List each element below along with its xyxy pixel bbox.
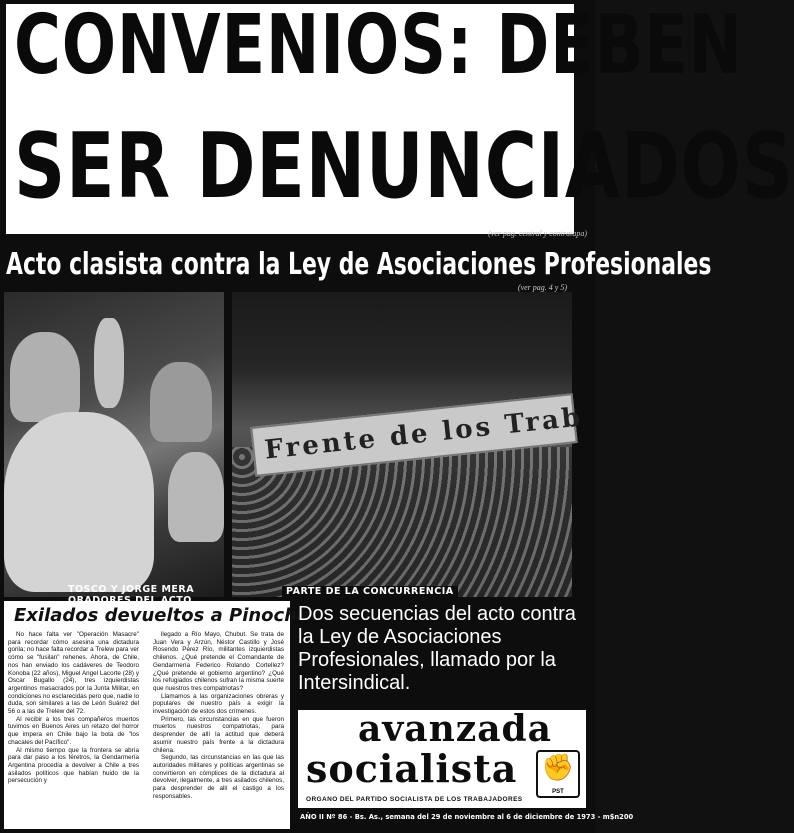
crowd-photo-caption: PARTE DE LA CONCURRENCIA — [282, 586, 458, 597]
paragraph: Llamamos a las organizaciones obreras y populares de nuestro país a exigir la investigación de estos dos crímenes. — [153, 692, 284, 716]
speaker-figure — [10, 332, 80, 422]
party-logo-text: PST — [552, 789, 564, 795]
caption-line-1: TOSCO Y JORGE MERA — [68, 584, 195, 595]
photo-blurb: Dos secuencias del acto contra la Ley de Asociaciones Profesionales, llamado por la Intersindical. — [298, 603, 576, 694]
article-title: Exilados devueltos a Pinochet — [14, 605, 318, 626]
second-speaker-figure — [150, 362, 212, 442]
paragraph: Al mismo tiempo que la frontera se abría para dar paso a los féretros, la Gendarmería Argentina procedía a devolver a Chile a tres asilados políticos que habían huido de la persecución y — [8, 746, 139, 785]
masthead-name-line-2: socialista — [306, 746, 518, 791]
subheadline-page-reference: (ver pag. 4 y 5) — [517, 283, 567, 292]
crowd-photo — [232, 292, 585, 597]
paragraph: No hace falta ver "Operación Masacre" para recordar cómo asesina una dictadura gorila; no hace falta recordar a Trelew para ver cómo se "fusilan" rehenes. Ahora, de Chile, nos han enviado los cadáveres de Teodoro Konoba (22 años), Miguel Angel Lacorte (28) y Oscar Bugallo (24), tres izquierdistas argentinos masacrados por la Junta Militar, en condiciones no esclarecidas pero que, nadie lo duda, son similares a las de León Suárez del 56 o a las de Trelew del 72. — [8, 631, 139, 716]
masthead — [298, 710, 586, 808]
article-exilados — [4, 601, 318, 829]
subheadline: Acto clasista contra la Ley de Asociaciones Profesionales — [6, 247, 712, 282]
woman-figure — [168, 452, 224, 542]
headline-page-reference: (ver pag. central y contratapa) — [488, 229, 587, 238]
party-logo — [536, 750, 580, 798]
speakers-photo — [4, 292, 224, 597]
banner-text: Frente de los Trab — [263, 402, 585, 466]
raised-fist-icon: ✊ — [541, 752, 575, 782]
masthead-name-line-1: avanzada — [358, 708, 553, 750]
article-column-1 — [8, 631, 139, 785]
speaker-shirt — [4, 412, 154, 592]
paragraph: Al recibir a los tres compañeros muertos tuvimos en Buenos Aires un retazo del horror que impera en Chile bajo la bota de "los chacales del Pacífico". — [8, 715, 139, 746]
paragraph: Primero, las circunstancias en que fueron muertos nuestros compatriotas, para desprender de allí la actitud que deberá asumir nuestro país frente a la dictadura chilena. — [153, 715, 284, 754]
article-column-2 — [153, 631, 284, 800]
raised-arm — [94, 318, 124, 408]
headline-line-1: CONVENIOS: DEBEN — [14, 0, 743, 93]
headline-line-2: SER DENUNCIADOS — [14, 114, 794, 219]
issue-info: AÑO II Nº 86 - Bs. As., semana del 29 de noviembre al 6 de diciembre de 1973 - m$n200 — [300, 812, 634, 821]
masthead-organization: ORGANO DEL PARTIDO SOCIALISTA DE LOS TRABAJADORES — [306, 796, 523, 803]
paragraph: Segundo, las circunstancias en las que las autoridades militares y políticas argentinas se convirtieron en cómplices de la dictadura al devolver, ilegalmente, a tres asilados chilenos, para desprender de allí el castigo a los responsables. — [153, 754, 284, 800]
paragraph: llegado a Río Mayo, Chubut. Se trata de Juan Vera y Arzún, Néstor Castillo y José Rosendo Pérez Río, militantes izquierdistas chilenos. ¿Qué pretende el Comandante de Gendarmería Federico Rolando Cortellez? ¿Qué pretende el gobierno argentino? ¿Qué los refugiados chilenos sufran la misma suerte que nuestros tres compatriotas? — [153, 631, 284, 692]
